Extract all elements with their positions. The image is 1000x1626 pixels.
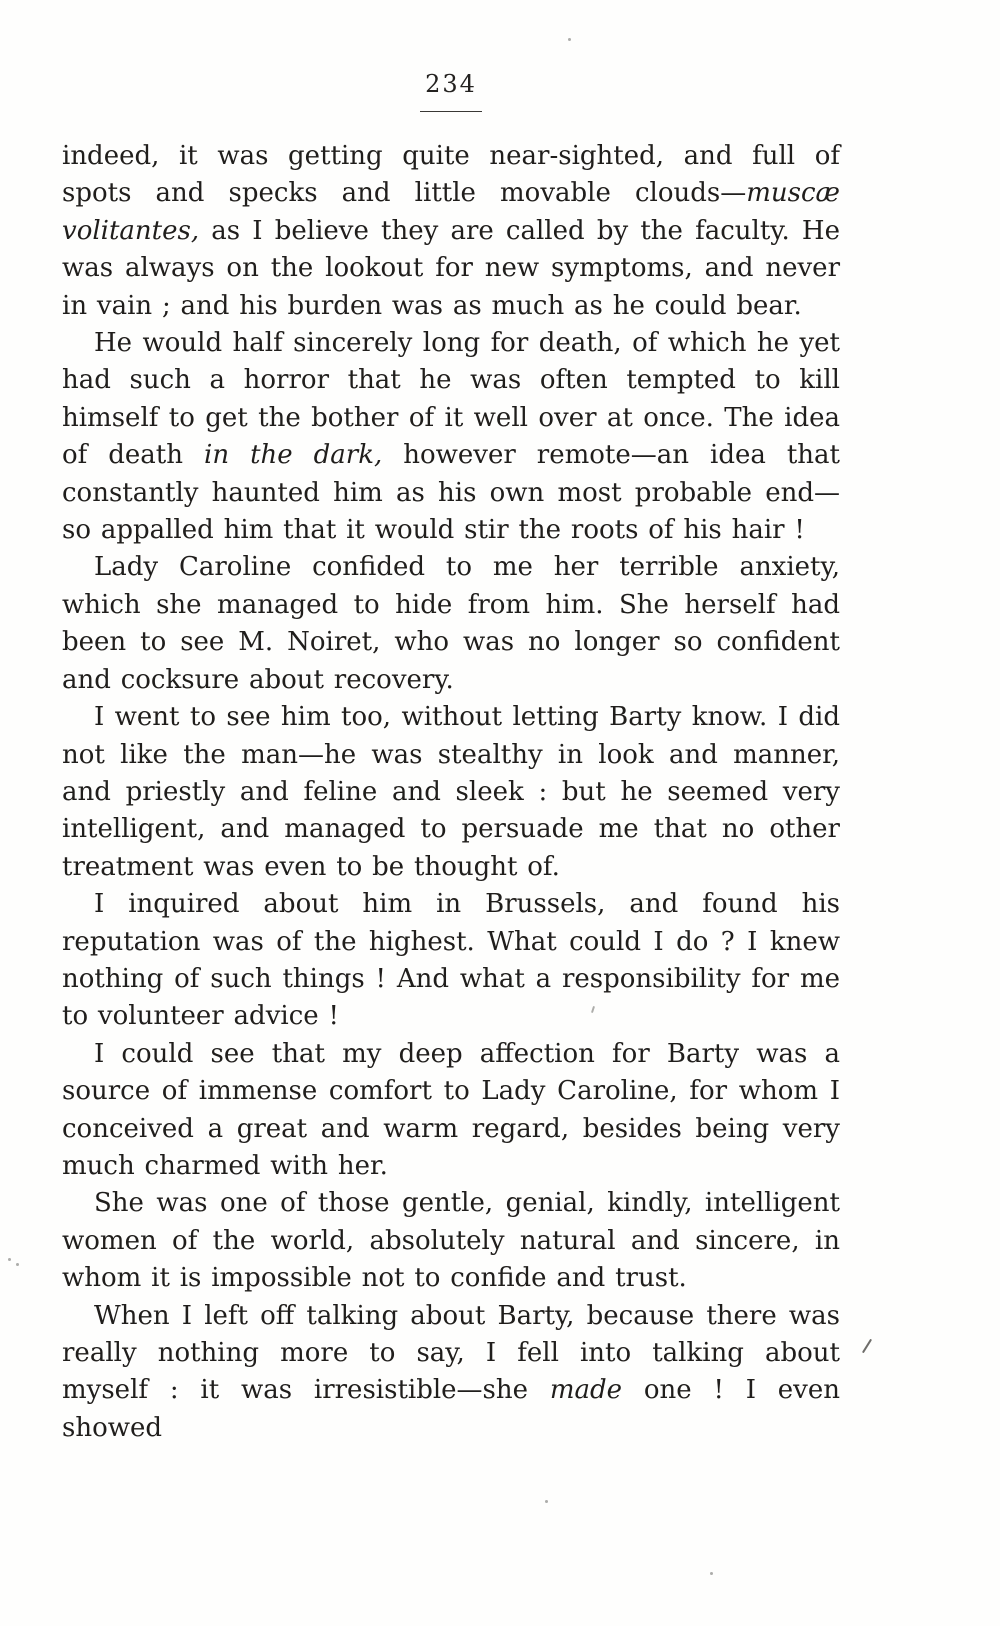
text-run: When I left off talking about Barty, because there was really nothing more to say, I fell into talking about myself : it was irresistible—she [62, 1300, 840, 1406]
paragraph-8 [62, 1298, 840, 1448]
scan-speck [710, 1572, 713, 1575]
text-run: Lady Caroline confided to me her terrible anxiety, which she managed to hide from him. She herself had been to see M. Noiret, who was no longer so confident and cocksure about recovery. [62, 552, 840, 695]
text-run: one ! I even showed [62, 1375, 840, 1443]
paragraph-4 [62, 699, 840, 886]
text-run: She was one of those gentle, genial, kindly, intelligent women of the world, absolutely natural and sincere, in whom it is impossible not to confide and trust. [62, 1188, 840, 1294]
paragraph-2 [62, 325, 840, 549]
paragraph-3 [62, 549, 840, 699]
paragraph-6 [62, 1036, 840, 1186]
text-run: I inquired about him in Brussels, and found his reputation was of the highest. What could I do ? I knew nothing of such things ! And what a responsibility for me to volunteer advice ! [62, 889, 840, 1032]
scan-stroke-artifact [862, 1339, 872, 1354]
page-header [62, 70, 840, 112]
scan-speck [568, 38, 571, 41]
text-run: He would half sincerely long for death, of which he yet had such a horror that he was often tempted to kill himself to get the bother of it well over at once. The idea of death [62, 328, 840, 471]
italic-text: made [549, 1375, 623, 1406]
italic-text: muscæ volitantes, [62, 178, 840, 246]
text-run: indeed, it was getting quite near-sighted, and full of spots and specks and little movable clouds— [62, 141, 840, 209]
page-number-rule [420, 111, 482, 112]
paragraph-5 [62, 886, 840, 1036]
paragraph-7 [62, 1185, 840, 1297]
scan-speck [16, 1263, 19, 1266]
text-run: I went to see him too, without letting Barty know. I did not like the man—he was stealthy in look and manner, and priestly and feline and sleek : but he seemed very intelligent, and managed to persuade me that no other treatment was even to be thought of. [62, 702, 840, 882]
text-run: as I believe they are called by the faculty. He was always on the lookout for new symptoms, and never in vain ; and his burden was as much as he could bear. [62, 215, 840, 321]
text-run: however remote—an idea that constantly haunted him as his own most probable end—so appalled him that it would stir the roots of his hair ! [62, 440, 840, 546]
scan-speck [545, 1500, 548, 1503]
italic-text: in the dark, [204, 440, 383, 471]
text-run: I could see that my deep affection for Barty was a source of immense comfort to Lady Caroline, for whom I conceived a great and warm regard, besides being very much charmed with her. [62, 1038, 840, 1181]
page-number: 234 [425, 70, 477, 98]
scan-speck [8, 1258, 11, 1261]
text-block [62, 138, 840, 1447]
paragraph-1 [62, 138, 840, 325]
